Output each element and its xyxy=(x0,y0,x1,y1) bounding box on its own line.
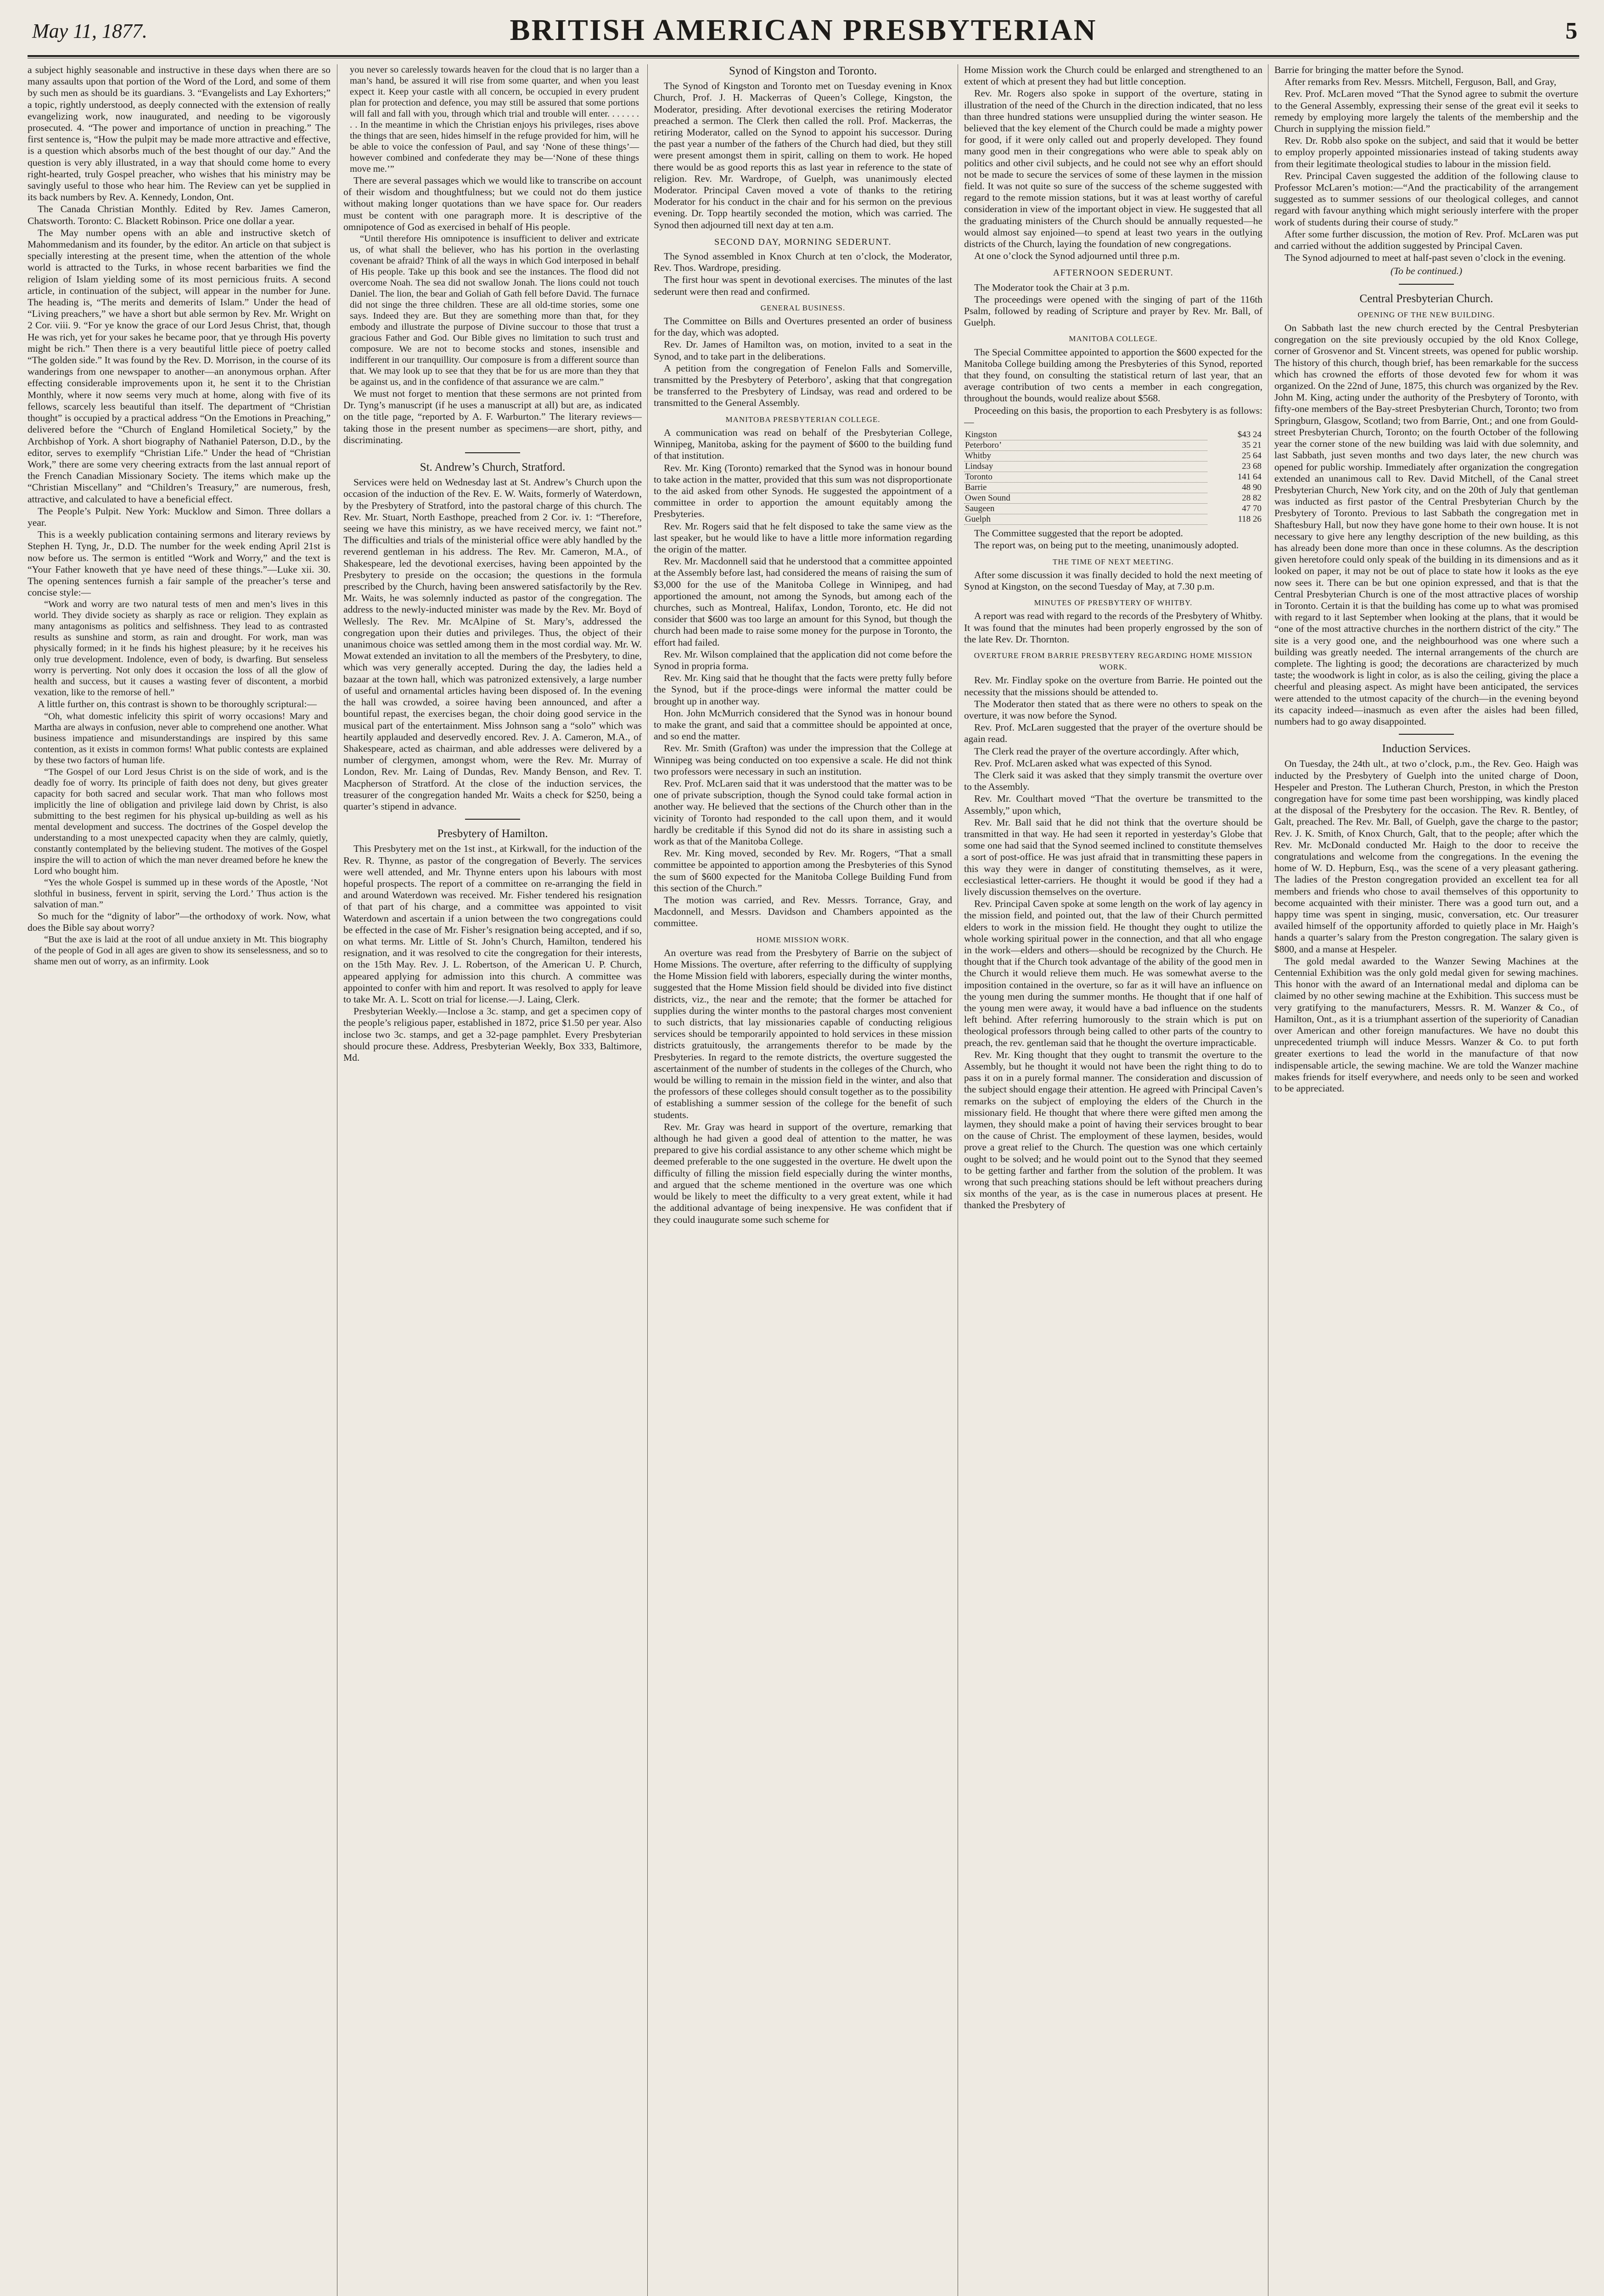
section-rule xyxy=(1399,284,1454,285)
allocation-amount: 35 21 xyxy=(1242,440,1262,450)
newspaper-title: BRITISH AMERICAN PRESBYTERIAN xyxy=(510,13,1097,47)
article-paragraph: The Committee on Bills and Overtures presented an order of business for the day, which was adopted. xyxy=(654,315,952,338)
article-paragraph: Rev. Mr. Macdonnell said that he understood that a committee appointed at the Assembly before last, had considered the means of raising the sum of $3,000 for the use of the Manitoba College in Winnipeg, and had apportioned the amount, not among the Synods, but among each of the churches, such as Montreal, Halifax, London, Toronto, etc. He did not consider that $600 was too large an amount for this Synod, but though the church had been made to raise some money for the purpose in Toronto, the effort had failed. xyxy=(654,556,952,648)
advertisement: Presbyterian Weekly.—Inclose a 3c. stamp, and get a specimen copy of the people’s religious paper, established in 1872, price $1.50 per year. Also inclose two 3c. stamps, and get a 32-page pamphlet. Every Presbyterian should procure these. Address, Presbyterian Weekly, Box 333, Baltimore, Md. xyxy=(343,1006,642,1063)
article-paragraph: On Sabbath last the new church erected by the Central Presbyterian congregation on the site previously occupied by the old Knox College, corner of Grosvenor and St. Vincent streets, was opened for public worship. The history of this church, though brief, has been remarkable for the success which has crowned the efforts of those devoted few for whom it was organized. On the 22nd of June, 1875, this church was organized by the Rev. John M. King, acting under the authority of the Presbytery of Toronto, with fifty-one members of the Bay-street Presbyterian Church, Toronto; two from Springburn, Glasgow, Scotland; two from Barrie, Ont.; and one from Gould-street Presbyterian Church, Toronto; on the fourth October of the following year the corner stone of the new building was laid with due solemnity, and last Sabbath, just seven months and two days later, the new church was opened for public worship. Immediately after organization the congregation extended an unanimous call to Rev. David Mitchell, of the Canal street Presbyterian Church, New York city, and on the 20th of July that gentleman was inducted as first pastor of the Central Presbyterian Church by the Presbytery of Toronto. Previous to last Sabbath the congregation met in Shaftesbury Hall, but now they have gone home to their own house. It is not necessary to give here any lengthy description of the new building, as this has already been done more than once in these columns. As the description given heretofore could only speak of the building in its dimensions and as it looked on paper, it may not be out of place to state how it looks as the eye now sees it. There can be but one opinion expressed, and that is that the Central Presbyterian Church is one of the most attractive places of worship in Toronto. Certain it is that the building has come up to what was promised with regard to it last September when looking at the plans, that it would be “one of the most attractive churches in the northern district of the city.” The site is a very good one, and the neighbourhood was one where such a building was greatly needed. The internal arrangements of the church are complete. The lighting is good; the decorations are characterized by much taste; the woodwork is light in color, as is also the ceiling, giving the place a cheerful and pleasing aspect. As might have been anticipated, the services were attended to the utmost capacity of the church—in the evening beyond its capacity indeed—inasmuch as even after the aisles had been filled, numbers had to go away disappointed. xyxy=(1274,322,1578,727)
subsection-heading: MANITOBA PRESBYTERIAN COLLEGE. xyxy=(725,415,881,424)
sermon-quote: “The Gospel of our Lord Jesus Christ is on the side of work, and is the deadly foe of worry. Its principle of faith does not deny, but gives greater capacity for both sacred and secular work. That man who follows most implicitly the line of obligation and privilege laid down by Christ, is also submitting to the best regimen for his physical up-building as well as his mental development and success. The doctrines of the Gospel develop the understanding to a most unexpected capacity when they are calmly, quietly, constantly contemplated by the believing student. The motives of the Gospel inspire the will to action of which the man never dreamed before he knew the Lord who bought him. xyxy=(34,766,328,876)
sermon-quote: “Oh, what domestic infelicity this spirit of worry occasions! Mary and Martha are always in confusion, never able to comprehend one another. What business impatience and misunderstandings are inspired by this same contention, as it exists in common forms! What public contests are explained by these two factors of human life. xyxy=(34,711,328,765)
article-paragraph: Rev. Mr. Wilson complained that the application did not come before the Synod in propria forma. xyxy=(654,648,952,671)
advertisement: The gold medal awarded to the Wanzer Sewing Machines at the Centennial Exhibition was the only gold medal given for sewing machines. This honor with the award of an International medal and diploma can be claimed by no other sewing machine at the Exhibition. This success must be very gratifying to the manufacturers, Messrs. R. M. Wanzer & Co., of Hamilton, Ont., as it is a triumphant assertion of the superiority of Canadian over American and other foreign manufactures. We have no doubt this unprecedented triumph will induce Messrs. Wanzer & Co. to put forth greater exertions to lead the world in the manufacture of that now indispensable article, the sewing machine. We are told the Wanzer machine makes friends for itself everywhere, and needs only to be seen and worked to be appreciated. xyxy=(1274,955,1578,1094)
article-paragraph: After remarks from Rev. Messrs. Mitchell, Ferguson, Ball, and Gray, xyxy=(1284,76,1557,88)
column-3 xyxy=(654,64,952,2296)
table-row xyxy=(964,472,1262,483)
article-paragraph: Rev. Dr. James of Hamilton was, on motion, invited to a seat in the Synod, and to take part in the deliberations. xyxy=(654,339,952,362)
table-row xyxy=(964,430,1262,440)
article-paragraph: Rev. Mr. Findlay spoke on the overture from Barrie. He pointed out the necessity that the missions should be attended to. xyxy=(964,675,1262,698)
column-5 xyxy=(1274,64,1578,2296)
page-number: 5 xyxy=(1565,18,1577,44)
article-paragraph: Rev. Mr. Ball said that he did not think that the overture should be transmitted in that way. He had seen it reported in yesterday’s Globe that some one had said that the Synod seemed inclined to constitute themselves a sort of post-office. He was just afraid that in transmitting these papers in this way they were in danger of constituting themselves, as it were, ecclesiastical letter-carriers. He thought it would be good if they had a lively discussion themselves on the overture. xyxy=(964,816,1262,897)
article-paragraph: After some further discussion, the motion of Rev. Prof. McLaren was put and carried without the addition suggested by Principal Caven. xyxy=(1274,228,1578,252)
section-rule xyxy=(465,452,520,453)
article-paragraph: Home Mission work the Church could be enlarged and strengthened to an extent of which at present they had but little conception. xyxy=(964,64,1262,87)
presbytery-name: Whitby xyxy=(964,451,1207,461)
column-4 xyxy=(964,64,1262,2296)
article-paragraph: Rev. Principal Caven suggested the addition of the following clause to Professor McLaren’s motion:—“And the practicability of the arrangement suggested as to summer sessions of our theological colleges, and cannot regard with favour anything which might seriously interfere with the proper work of students during their course of study.” xyxy=(1274,170,1578,228)
review-paragraph: The May number opens with an able and instructive sketch of Mahommedanism and its founder, by the editor. An article on that subject is specially interesting at the present time, when the attention of the whole world is attracted to the Turks, in whose recent barbarities we find the religion of Islam yielding some of its most pernicious fruits. A second article, in continuation of the subject, will appear in the number for June. The heading is, “The merits and demerits of Islam.” Under the head of “Living preachers,” we have a short but able sermon by Rev. Mr. Wright on 2 Cor. viii. 9. “For ye know the grace of our Lord Jesus Christ, that, though He was rich, yet for your sakes he became poor, that ye through His poverty might be rich.” Then there is a very beautiful little piece of poetry called “The golden side.” It was found by the Rev. D. Morrison, in the course of its wanderings from one newspaper to another—an anonymous orphan. After effecting considerable improvements upon it, he sent it to the Christian Monthly, where it now seems very much at home, along with five of its fellows, scarcely less beautiful than itself. The department of “Christian thought” is occupied by a practical address “On the Emotions in Preaching,” delivered before the “Church of England Homiletical Society,” by the Archbishop of York. A short biography of Nathaniel Paterson, D.D., by the editor, serves to exemplify “Christian Life.” Under the head of “Christian Work,” there are some very cheering extracts from the last annual report of the French Canadian Missionary Society. The items which make up the “Christian Miscellany” and “Children’s Treasury,” are numerous, fresh, attractive, and calculated to have a beneficial effect. xyxy=(28,227,331,505)
article-paragraph: The motion was carried, and Rev. Messrs. Torrance, Gray, and Macdonnell, and Messrs. Davidson and Chambers appointed as the committee. xyxy=(654,895,952,929)
masthead-rule xyxy=(28,55,1579,58)
publication-notice: The People’s Pulpit. New York: Mucklow and Simon. Three dollars a year. xyxy=(28,505,331,528)
table-row xyxy=(964,493,1262,504)
article-paragraph: On Tuesday, the 24th ult., at two o’clock, p.m., the Rev. Geo. Haigh was inducted by the Presbytery of Guelph into the united charge of Doon, Hespeler and Preston. The Lutheran Church, Preston, in which the Preston congregation have for some time past been worshipping, was kindly placed at the disposal of the Presbytery for the occasion. The Rev. R. Bentley, of Galt, preached. The Rev. Mr. Ball, of Guelph, gave the charge to the pastor; Rev. J. K. Smith, of Knox Church, Galt, that to the people; after which the Rev. Mr. McDonald conducted Mr. Haigh to the door to receive the congratulations and welcome from the congregations. In the evening the home of W. D. Hepburn, Esq., was the scene of a very pleasant gathering. The ladies of the Preston congregation provided an excellent tea for all members and friends who chose to avail themselves of this opportunity to become acquainted with their minister. There was a good turn out, and a happy time was spent in singing, music, conversation, etc. Our treasurer availed himself of the opportunity afforded to quietly place in Mr. Haigh’s hands a quarter’s salary from the Preston congregation. The salary given is $800, and a manse at Hespeler. xyxy=(1274,758,1578,955)
article-paragraph: Rev. Mr. King said that he thought that the facts were pretty fully before the Synod, but if the proce-dings were informal the matter could be brought up in another way. xyxy=(654,672,952,707)
article-paragraph: Rev. Mr. Coulthart moved “That the overture be transmitted to the Assembly,” upon which, xyxy=(964,793,1262,816)
article-heading: Central Presbyterian Church. xyxy=(1359,292,1493,305)
article-heading: St. Andrew’s Church, Stratford. xyxy=(420,461,566,474)
subsection-heading: HOME MISSION WORK. xyxy=(756,935,850,944)
table-row xyxy=(964,440,1262,451)
article-paragraph: The Synod of Kingston and Toronto met on Tuesday evening in Knox Church, Prof. J. H. Mackerras of Queen’s College, Kingston, the Moderator, presiding. After devotional exercises the retiring Moderator preached a sermon. The Clerk then called the roll. Prof. Mackerras, the retiring Moderator, called on the Synod to appoint his successor. During the past year a number of the fathers of the Church had died, but they still were present amongst them in spirit, calling on them to work. He hoped there would be as good reports this as last year in reference to the state of religion. Rev. Mr. Wardrope, of Guelph, was unanimously elected Moderator. Principal Caven moved a vote of thanks to the retiring Moderator for his conduct in the chair and for his sermon on the previous evening. Dr. Topp heartily seconded the motion, which was carried. The Synod then adjourned till next day at ten a.m. xyxy=(654,80,952,231)
article-paragraph: Rev. Mr. Smith (Grafton) was under the impression that the College at Winnipeg was being conducted on too expensive a scale. He did not think two professors were necessary in such an institution. xyxy=(654,743,952,777)
table-row xyxy=(964,514,1262,525)
review-paragraph: A little further on, this contrast is shown to be thoroughly scriptural:— xyxy=(38,698,317,710)
article-paragraph: The Synod adjourned to meet at half-past seven o’clock in the evening. xyxy=(1284,252,1566,264)
to-be-continued-note: (To be continued.) xyxy=(1390,265,1463,277)
article-paragraph: A report was read with regard to the records of the Presbytery of Whitby. It was found that the minutes had been properly engrossed by the son of the late Rev. Dr. Thornton. xyxy=(964,610,1262,645)
review-paragraph: a subject highly seasonable and instructive in these days when there are so many assaults upon that portion of the Word of the Lord, and some of them by such men as should be its guardians. 3. “Evangelists and Lay Exhorters;” a topic, rightly understood, as deeply connected with the extension of really evangelizing work, now inaugurated, and needing to be vigorously prosecuted. 4. “The power and importance of unction in preaching.” The first sentence is, “How the pulpit may be made more attractive and effective, is a question which absorbs much of the best thought of our day.” And the question is very ably illustrated, in a way that should come home to every right-hearted, truly Gospel preacher, who wishes that his ministry may be savingly useful to those who hear him. The Review can yet be supplied in its back numbers by Rev. A. Kennedy, London, Ont. xyxy=(28,64,331,203)
issue-date: May 11, 1877. xyxy=(32,20,147,42)
column-2 xyxy=(343,64,642,2296)
review-paragraph: This is a weekly publication containing sermons and literary reviews by Stephen H. Tyng, Jr., D.D. The number for the week ending April 21st is now before us. The sermon is entitled “Work and Worry,” and the text is “Your Father knoweth that ye have need of these things.”—Luke xii. 30. The opening sentences furnish a fair sample of the preacher’s terse and concise style:— xyxy=(28,529,331,598)
article-paragraph: The first hour was spent in devotional exercises. The minutes of the last sederunt were then read and confirmed. xyxy=(654,274,952,297)
article-heading: Induction Services. xyxy=(1382,743,1471,755)
article-paragraph: The Special Committee appointed to apportion the $600 expected for the Manitoba College building among the Presbyteries of this Synod, reported that they found, on consulting the statistical return of last year, that an average contribution of two cents a member in each congregation, throughout the bounds, would realize about $568. xyxy=(964,346,1262,404)
article-paragraph: Rev. Prof. McLaren said that it was understood that the matter was to be one of private subscription, though the Synod could take formal action in another way. He believed that the sections of the Church other than in the vicinity of Toronto had responded to the call upon them, and it would hardly be creditable if this Synod did not do its share in assisting such a work as that of the Manitoba College. xyxy=(654,777,952,847)
review-paragraph: There are several passages which we would like to transcribe on account of their wisdom and thoughtfulness; but we could not do them justice without making longer quotations than we have space for. Our readers must be content with one paragraph more. It is descriptive of the omnipotence of God as exercised in behalf of His people. xyxy=(343,175,642,232)
sermon-quote: “Yes the whole Gospel is summed up in these words of the Apostle, ‘Not slothful in business, fervent in spirit, serving the Lord.’ Thus action is the salvation of man.” xyxy=(34,877,328,910)
article-paragraph: Services were held on Wednesday last at St. Andrew’s Church upon the occasion of the induction of the Rev. E. W. Waits, formerly of Waterdown, by the Presbytery of Stratford, into the pastoral charge of this church. The Rev. Mr. Stuart, North Easthope, preached from 2 Cor. iv. 1: “Therefore, seeing we have this ministry, as we have received mercy, we faint not.” The difficulties and trials of the ministerial office were ably handled by the reverend gentleman in his address. The Rev. Mr. Cameron, M.A., of Shakespeare, led the devotional exercises, having been appointed by the Presbytery to preside on the occasion; the questions in the formula prescribed by the Church, having been answered satisfactorily by the Rev. Mr. Waits, he was solemnly inducted as pastor of the congregation. The address to the newly-inducted minister was made by the Rev. Mr. Boyd of Wellesly. The Rev. Mr. McAlpine of St. Mary’s, addressed the congregation upon their duties and privileges. Thus, the object of their unanimous choice was settled among them in the most cordial way. Mr. W. Mowat extended an invitation to all the members of the Presbytery, to dine, which was very generally accepted. During the day, the ladies held a bazaar at the town hall, which was patronized extensively, a large number of useful and ornamental articles having been disposed of. In the evening the hall was crowded, a soiree having been announced, and after a bountiful repast, the exercises began, the choir doing good service in the musical part of the entertainment. Miss Johnson sang a “solo” which was heartily applauded and deservedly encored. Rev. J. A. Cameron, M.A., of Shakespeare, acted as chairman, and able addresses were delivered by a number of clergymen, amongst whom, were the Rev. Mr. Murray of London, Rev. Mr. Laing of Dundas, Rev. Mandy Benson, and Rev. T. Macpherson of Stratford. At the close of the induction services, the treasurer of the congregation handed Mr. Waits a check for $250, being a quarter’s stipend in advance. xyxy=(343,477,642,812)
section-rule xyxy=(1399,734,1454,735)
allocation-amount: 47 70 xyxy=(1242,504,1262,514)
allocation-amount: 28 82 xyxy=(1242,493,1262,503)
presbytery-name: Kingston xyxy=(964,430,1207,440)
sermon-quote: “But the axe is laid at the root of all undue anxiety in Mt. This biography of the people of God in all ages are given to show its senselessness, and so to shame men out of worry, as an infirmity. Look xyxy=(34,934,328,967)
presbytery-name: Lindsay xyxy=(964,461,1207,472)
section-heading: SECOND DAY, MORNING SEDERUNT. xyxy=(714,236,892,247)
article-paragraph: Rev. Principal Caven spoke at some length on the work of lay agency in the mission field, and pointed out, that the law of their Church permitted elders to work in the mission field. He thought they ought to utilize the whole working spiritual power in the connection, and that all who engage in the work—elders and others—should be recognized by the Church. He thought that if the Church took advantage of the ability of the good men in the Church it would relieve them much. He was somewhat averse to the imposition contained in the overture, so far as it will have an influence on the young men during the summer months. He thought that if one half of the young men were away, it would have a bad influence on the students left behind. After referring humorously to the strain which is put on theological professors through being called to other parts of the country to preach, the rev. gentleman said that he thought the overture impracticable. xyxy=(964,898,1262,1048)
subsection-heading: GENERAL BUSINESS. xyxy=(760,303,846,312)
article-paragraph: The Synod assembled in Knox Church at ten o’clock, the Moderator, Rev. Thos. Wardrope, presiding. xyxy=(654,251,952,274)
allocation-amount: 25 64 xyxy=(1242,451,1262,461)
article-paragraph: An overture was read from the Presbytery of Barrie on the subject of Home Missions. The overture, after referring to the difficulty of supplying the Home Mission field with laborers, especially during the winter months, suggested that the Home Mission field should be divided into five distinct districts, viz., the near and the remote; that the former be attached for supplies during the winter months to the pastoral charges most convenient to such districts, that lay missionaries capable of conducting religious services should be temporarily appointed to hold services in these mission districts gratuitously, the arrangements therefor to be made by the Presbyteries. In regard to the remote districts, the overture suggested the ascertainment of the number of students in the colleges of the Church, who would be willing to remain in the mission field in the winter, and also that the professors of these colleges should consult together as to the possibility of establishing a summer session of the college for the benefit of such students. xyxy=(654,947,952,1120)
allocation-amount: 141 64 xyxy=(1237,472,1262,482)
table-row xyxy=(964,461,1262,472)
allocation-amount: 48 90 xyxy=(1242,483,1262,493)
section-heading: AFTERNOON SEDERUNT. xyxy=(1053,268,1174,278)
article-paragraph: The proceedings were opened with the singing of part of the 116th Psalm, followed by reading of Scripture and prayer by Rev. Mr. Ball, of Guelph. xyxy=(964,293,1262,328)
presbytery-name: Peterboro’ xyxy=(964,440,1207,451)
article-paragraph: Rev. Prof. McLaren asked what was expected of this Synod. xyxy=(974,757,1212,769)
review-paragraph: So much for the “dignity of labor”—the orthodoxy of work. Now, what does the Bible say about worry? xyxy=(28,910,331,933)
article-paragraph: Rev. Mr. King (Toronto) remarked that the Synod was in honour bound to take action in the matter, provided that this sum was not disproportionate to the aid asked from other Synods. He suggested the appointment of a committee in order to apportion the amount equitably among the Presbyteries. xyxy=(654,462,952,520)
table-row xyxy=(964,504,1262,514)
section-rule xyxy=(465,819,520,820)
article-paragraph: The report was, on being put to the meeting, unanimously adopted. xyxy=(974,540,1239,551)
subsection-heading: THE TIME OF NEXT MEETING. xyxy=(1053,557,1174,566)
article-paragraph: After some discussion it was finally decided to hold the next meeting of Synod at Kingston, on the second Tuesday of May, at 7.30 p.m. xyxy=(964,569,1262,592)
review-paragraph: We must not forget to mention that these sermons are not printed from Dr. Tyng’s manuscript (if he uses a manuscript at all) but are, as indicated on the title page, “reported by A. F. Warburton.” The literary reviews—taking those in the present number as specimens—are short, pithy, and discriminating. xyxy=(343,388,642,445)
allocation-amount: $43 24 xyxy=(1237,430,1262,440)
article-paragraph: At one o’clock the Synod adjourned until three p.m. xyxy=(974,250,1180,262)
masthead xyxy=(28,13,1579,52)
column-1 xyxy=(28,64,331,2296)
sermon-quote: you never so carelessly towards heaven for the cloud that is no larger than a man’s hand, be assured it will rise from some quarter, and when you least expect it. Keep your castle with all concern, be occupied in every prudent plan for protection and defence, you may still be assured that some portions will fall and fall with you, through which trial and trouble will enter. . . . . . . . . In the meantime in which the Christian enjoys his privileges, rises above the things that are seen, hides himself in the refuge provided for him, will he be able to voice the confession of Paul, and say ‘None of these things’—however combined and confederate they may be—‘None of these things move me.’” xyxy=(350,65,639,174)
article-paragraph: This Presbytery met on the 1st inst., at Kirkwall, for the induction of the Rev. R. Thynne, as pastor of the congregation of Beverly. The services were well attended, and Mr. Thynne enters upon his labours with most hopeful prospects. The report of a committee on re-arranging the field in and around Waterdown was received. Mr. Fisher tendered his resignation of that part of his charge, and a committee was appointed to visit Waterdown and ascertain if a union between the two congregations could be effected in the case of Mr. Fisher’s resignation being accepted, and if so, on what terms. Mr. Little of St. John’s Church, Hamilton, tendered his resignation, and it was resolved to cite the congregation for their interests, on the 15th May. Rev. J. L. Robertson, of the American U. P. Church, appeared applying for admission into this church. A committee was appointed to confer with him and report. It was resolved to apply for leave to take Mr. A. L. Scott on trial for license.—J. Laing, Clerk. xyxy=(343,843,642,1005)
article-heading: Presbytery of Hamilton. xyxy=(437,827,548,840)
article-paragraph: The Clerk said it was asked that they simply transmit the overture over to the Assembly. xyxy=(964,769,1262,793)
article-paragraph: Rev. Prof. McLaren suggested that the prayer of the overture should be again read. xyxy=(964,722,1262,745)
article-paragraph: A communication was read on behalf of the Presbyterian College, Winnipeg, Manitoba, asking for the payment of $600 to the building fund of that institution. xyxy=(654,427,952,461)
subsection-heading: OPENING OF THE NEW BUILDING. xyxy=(1357,310,1495,319)
subsection-heading: OVERTURE FROM BARRIE PRESBYTERY REGARDING HOME MISSION WORK. xyxy=(974,651,1253,672)
article-paragraph: Rev. Mr. King moved, seconded by Rev. Mr. Rogers, “That a small committee be appointed to apportion among the Presbyteries of this Synod the sum of $600 expected for the Manitoba College Building Fund from this section of the Church.” xyxy=(654,848,952,894)
table-row xyxy=(964,483,1262,493)
sermon-quote: “Work and worry are two natural tests of men and men’s lives in this world. They divide society as sharply as race or religion. They explain as many antagonisms as politics and selfishness. They lead to as contrasted results as sunshine and storm, as rain and drought. For work, man was physically formed; in it he finds his highest pleasure; by it he receives his only true development. Indolence, even of body, is dwarfing. But senseless worry is perverting. Not only does it occasion the loss of all the glow of health and success, but it causes a wasting fever of discontent, a morbid vexation, like to the remorse of hell.” xyxy=(34,599,328,698)
subsection-heading: MANITOBA COLLEGE. xyxy=(1069,334,1158,343)
allocation-table xyxy=(964,430,1262,525)
article-paragraph: Rev. Dr. Robb also spoke on the subject, and said that it would be better to employ properly appointed missionaries instead of taking students away from their legitimate theological studies to labour in the mission field. xyxy=(1274,135,1578,169)
article-paragraph: Barrie for bringing the matter before the Synod. xyxy=(1274,64,1464,75)
article-paragraph: Rev. Mr. Gray was heard in support of the overture, remarking that although he had given a good deal of attention to the matter, he was prepared to give his cordial assistance to any other scheme which might be deemed preferable to the one suggested in the overture. He dwelt upon the difficulty of filling the mission field especially during the winter months, and argued that the scheme mentioned in the overture was one which would be likely to meet the difficulty to a very great extent, while it had the additional advantage of being inexpensive. He was confident that if they could inaugurate some such scheme for xyxy=(654,1121,952,1225)
presbytery-name: Barrie xyxy=(964,483,1207,493)
allocation-amount: 23 68 xyxy=(1242,461,1262,472)
article-paragraph: Hon. John McMurrich considered that the Synod was in honour bound to make the grant, and said that a committee should be appointed at once, and so end the matter. xyxy=(654,707,952,742)
article-paragraph: Rev. Mr. Rogers also spoke in support of the overture, stating in illustration of the need of the Church in the direction indicated, that no less than three hundred stations were unsupplied during the winter season. He believed that the key element of the Church could be made a mighty power for good, if it were only called out and properly developed. They found many good men in their congregations who were able to speak ably on politics and other civil subjects, and he could not see why an effort should not be made to secure the services of some of these laymen in the mission field. It was not quite so sure of the success of the scheme suggested with regard to the remote mission stations, but it was at least worthy of careful consideration in view of the important object in view. He suggested that all the graduating ministers of the Church should be annually requested—he would almost say enjoined—to spend at least two years in the outlying districts of the Church, laying the foundation of new congregations. xyxy=(964,88,1262,250)
article-paragraph: The Moderator took the Chair at 3 p.m. xyxy=(974,281,1130,293)
article-paragraph: The Moderator then stated that as there were no others to speak on the overture, it was now before the Synod. xyxy=(964,698,1262,721)
article-paragraph: Rev. Mr. Rogers said that he felt disposed to take the same view as the last speaker, but he would like to have a little more information regarding the origin of the matter. xyxy=(654,520,952,555)
article-paragraph: The Clerk read the prayer of the overture accordingly. After which, xyxy=(974,745,1239,757)
presbytery-name: Saugeen xyxy=(964,504,1207,514)
table-row xyxy=(964,451,1262,461)
article-paragraph: Rev. Mr. King thought that they ought to transmit the overture to the Assembly, but he thought it would not have been the right thing to do to pass it on in a purely formal manner. The consideration and discussion of the subject should engage their attention. He agreed with Principal Caven’s remarks on the subject of employing the elders of the Church in the missionary field. He thought that where there were gifted men among the laymen, they should make a point of having their services brought to bear on the cause of Christ. The employment of these laymen, besides, would prove a great relief to the Church. The question was one which certainly ought to be solved; and he would point out to the Synod that they seemed to be getting farther and farther from the solution of the problem. It was wrong that such preaching stations should be left without preachers during six months of the year, as is the case in numerous places at present. He thanked the Presbytery of xyxy=(964,1049,1262,1211)
allocation-amount: 118 26 xyxy=(1238,514,1262,524)
article-heading: Synod of Kingston and Toronto. xyxy=(729,65,877,77)
article-paragraph: The Committee suggested that the report be adopted. xyxy=(974,528,1183,539)
publication-notice: The Canada Christian Monthly. Edited by Rev. James Cameron, Chatsworth. Toronto: C. Blackett Robinson. Price one dollar a year. xyxy=(28,203,331,226)
article-paragraph: Rev. Prof. McLaren moved “That the Synod agree to submit the overture to the General Assembly, expressing their sense of the great evil it seeks to remedy by employing more largely the talents of the membership and the Church in supplying the mission field.” xyxy=(1274,88,1578,135)
presbytery-name: Owen Sound xyxy=(964,493,1207,504)
article-paragraph: A petition from the congregation of Fenelon Falls and Somerville, transmitted by the Presbytery of Peterboro’, asking that that congregation be transferred to the Presbytery of Lindsay, was read and ordered to be transmitted to the General Assembly. xyxy=(654,362,952,409)
newspaper-page xyxy=(28,13,1579,2296)
subsection-heading: MINUTES OF PRESBYTERY OF WHITBY. xyxy=(1034,598,1193,608)
presbytery-name: Guelph xyxy=(964,514,1207,525)
sermon-quote: “Until therefore His omnipotence is insufficient to deliver and extricate us, of what shall the believer, who has his portion in the overlasting covenant be afraid? Think of all the ways in which God interposed in behalf of His people. Take up this book and see the instances. The flood did not overcome Noah. The sea did not swallow Jonah. The lions could not touch Daniel. The lion, the bear and Goliah of Gath fell before David. The furnace did not singe the three children. These are all old-time stories, some one says. Indeed they are. But they are something more than that, for they embody and illustrate the purpose of Divine succour to those that trust a gracious Father and God. Our Bible gives no limitation to such trust and composure. We are not to become stocks and stones, insensible and indifferent in our tranquillity. Our composure is from a different source than that. We may look up to see that they that be for us are more than they that be against us, and in the confidence of that assurance we are calm.” xyxy=(350,234,639,388)
article-columns xyxy=(28,64,1579,2296)
presbytery-name: Toronto xyxy=(964,472,1207,483)
article-paragraph: Proceeding on this basis, the proportion to each Presbytery is as follows:— xyxy=(964,405,1262,428)
